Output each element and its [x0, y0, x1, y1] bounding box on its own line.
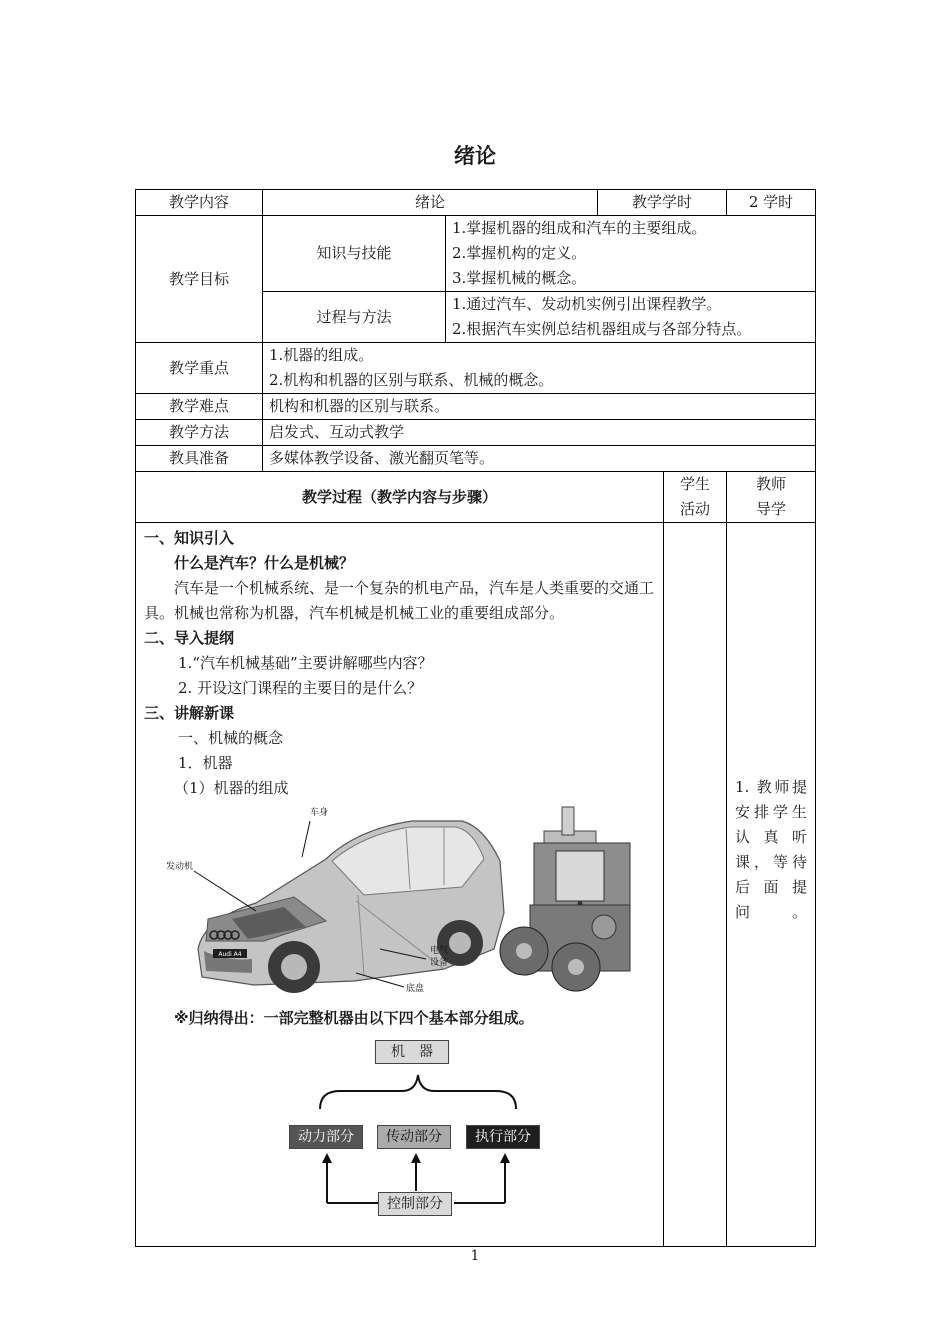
machine-box: 机 器: [375, 1040, 449, 1064]
teacher-guide-header: 教师 导学: [727, 472, 816, 523]
content-value: 绪论: [263, 190, 598, 216]
license-plate: Audi A4: [218, 951, 242, 958]
subsection-composition: （1）机器的组成: [174, 779, 289, 797]
hours-label: 教学学时: [598, 190, 727, 216]
figure-row: [144, 801, 655, 1006]
content-label: 教学内容: [136, 190, 263, 216]
page-number: 1: [470, 1248, 480, 1264]
method-value: 启发式、互动式教学: [263, 420, 816, 446]
transmission-part-box: 传动部分: [377, 1125, 451, 1149]
outline-question-2: 2. 开设这门课程的主要目的是什么？: [178, 679, 423, 697]
car-and-engine-figure: [144, 801, 684, 1006]
process-header: 教学过程（教学内容与步骤）: [136, 472, 664, 523]
car-body-label: 车身: [310, 808, 329, 818]
power-part-box: 动力部分: [289, 1125, 363, 1149]
teacher-guide-cell: [727, 523, 816, 1247]
tools-value: 多媒体教学设备、激光翻页笔等。: [263, 446, 816, 472]
subsection-machine: 1．机器: [178, 754, 233, 772]
key-points-items: 1.机器的组成。 2.机构和机器的区别与联系、机械的概念。: [263, 343, 816, 394]
execution-part-box: 执行部分: [466, 1125, 540, 1149]
knowledge-items: 1.掌握机器的组成和汽车的主要组成。 2.掌握机构的定义。 3.掌握机械的概念。: [446, 216, 816, 292]
section-3-title: 三、讲解新课: [144, 704, 235, 722]
electrical-label-line2: 设备: [430, 958, 449, 968]
electrical-label-line1: 电气: [430, 946, 449, 956]
section-1-title: 一、知识引入: [144, 529, 235, 547]
machine-composition-diagram: [144, 1031, 655, 1246]
engine-label: 发动机: [166, 862, 194, 872]
difficulty-label: 教学难点: [136, 394, 263, 420]
objectives-label: 教学目标: [136, 216, 263, 343]
section-1-question: 什么是汽车？什么是机械？: [174, 554, 355, 572]
difficulty-value: 机构和机器的区别与联系。: [263, 394, 816, 420]
engine-illustration: [500, 807, 630, 991]
summary-line: ※归纳得出：一部完整机器由以下四个基本部分组成。: [174, 1009, 534, 1027]
subsection-concept: 一、机械的概念: [178, 729, 284, 747]
car-illustration: [166, 806, 504, 994]
section-2-title: 二、导入提纲: [144, 629, 235, 647]
control-part-box: 控制部分: [378, 1192, 452, 1216]
outline-question-1: 1.“汽车机械基础”主要讲解哪些内容？: [178, 654, 433, 672]
page-title: 绪论: [454, 144, 496, 168]
chassis-label: 底盘: [406, 984, 425, 994]
lesson-plan-table: [135, 189, 816, 1247]
student-activity-header: 学生 活动: [664, 472, 727, 523]
key-points-label: 教学重点: [136, 343, 263, 394]
main-content: [136, 523, 664, 1247]
process-label: 过程与方法: [263, 292, 446, 343]
knowledge-label: 知识与技能: [263, 216, 446, 292]
process-items: 1.通过汽车、发动机实例引出课程教学。 2.根据汽车实例总结机器组成与各部分特点。: [446, 292, 816, 343]
method-label: 教学方法: [136, 420, 263, 446]
section-1-paragraph: 汽车是一个机械系统、是一个复杂的机电产品，汽车是人类重要的交通工具。机械也常称为机器，汽车机械是机械工业的重要组成部分。: [144, 579, 655, 622]
tools-label: 教具准备: [136, 446, 263, 472]
hours-value: 2 学时: [727, 190, 816, 216]
teacher-guide-text: 1. 教师提安排学生认真听课，等待后面提问。: [735, 778, 808, 921]
